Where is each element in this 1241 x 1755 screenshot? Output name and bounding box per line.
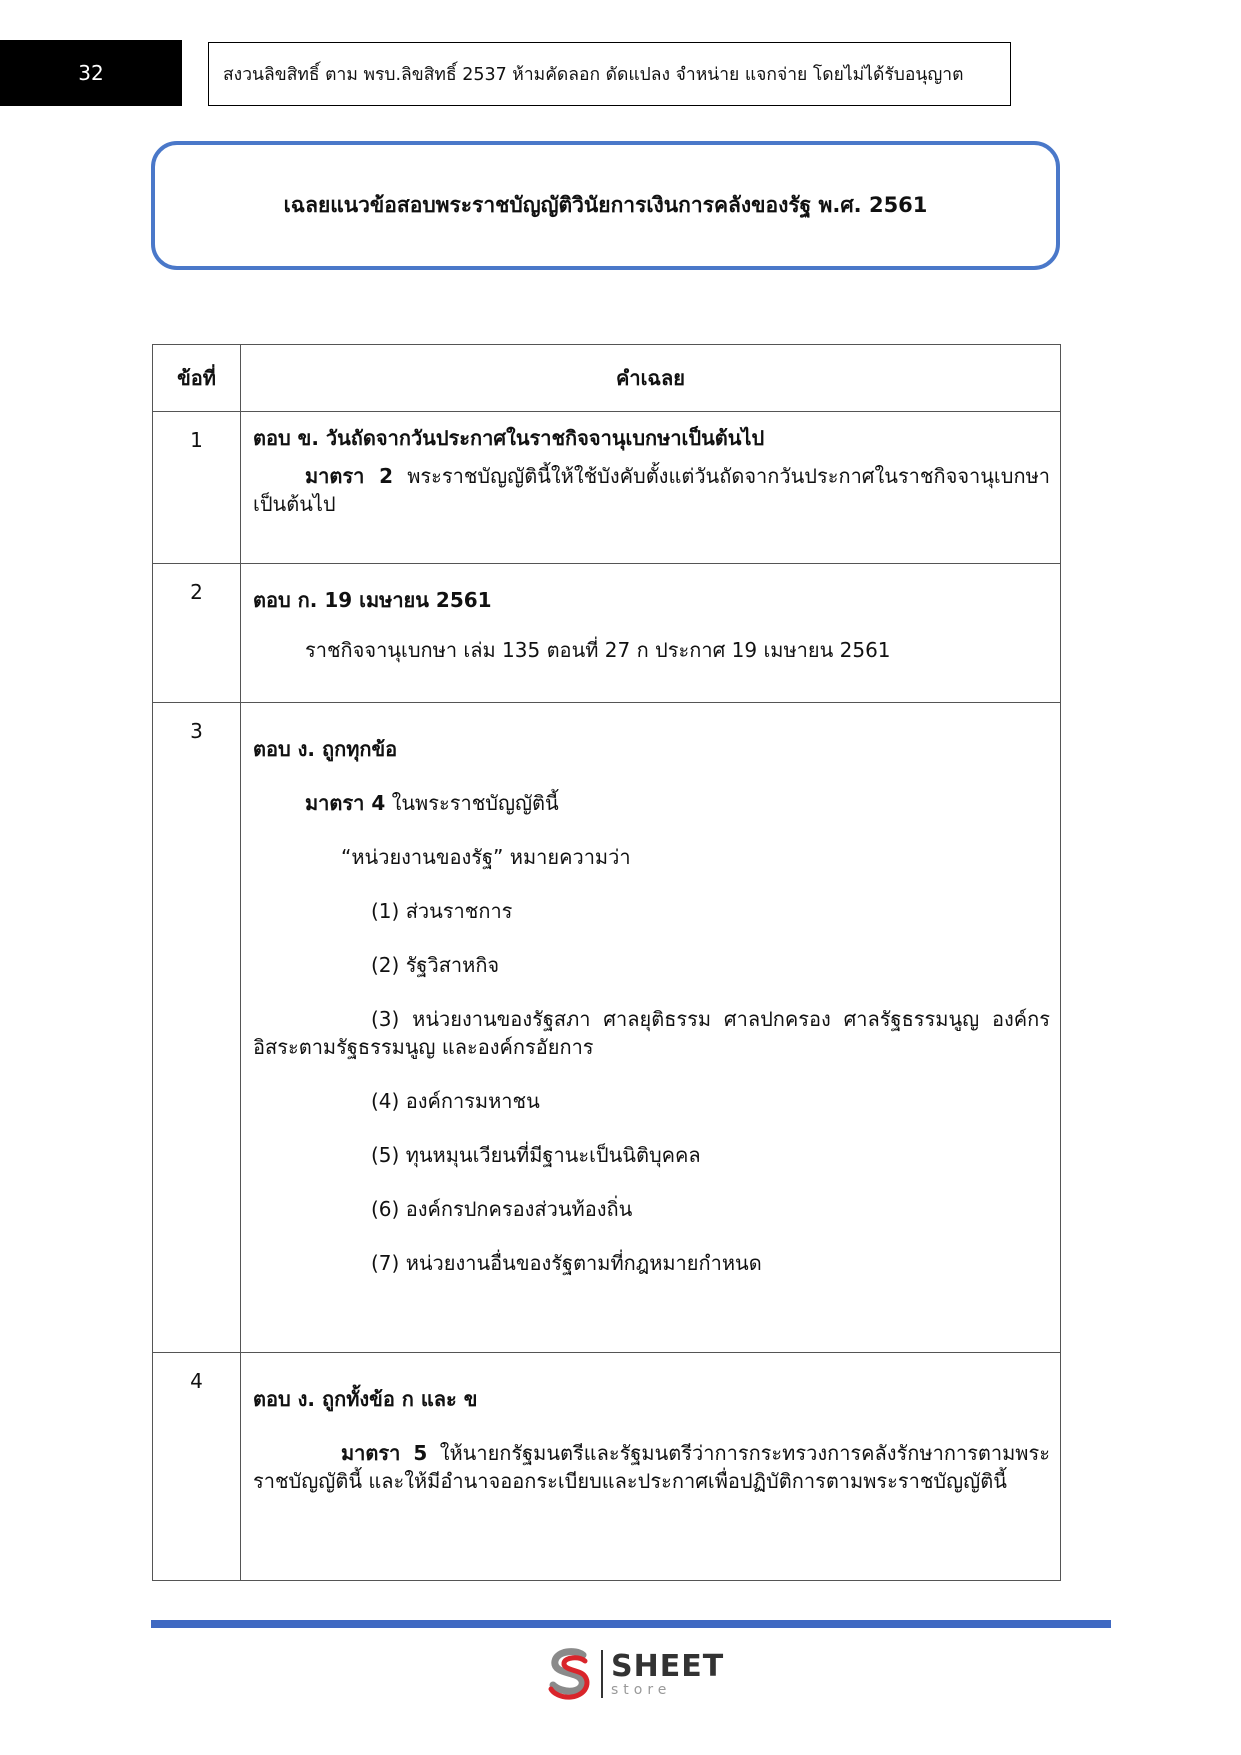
title-box: [151, 141, 1060, 270]
copyright-notice: [208, 42, 1011, 106]
logo-text: [611, 1648, 725, 1698]
question-number: 1: [153, 412, 241, 564]
table-row: [153, 1353, 1061, 1581]
section-ref: มาตรา 5: [341, 1441, 428, 1465]
answer-cell: [241, 564, 1061, 703]
answer-cell: [241, 412, 1061, 564]
definition-line: “หน่วยงานของรัฐ” หมายความว่า: [341, 845, 631, 869]
table-row: [153, 703, 1061, 1353]
explanation: [253, 1439, 1050, 1495]
answer-cell: [241, 1353, 1061, 1581]
logo-sheet-text: SHEET: [611, 1648, 725, 1684]
section-ref: มาตรา 2: [305, 464, 394, 488]
answer-table: [152, 344, 1061, 1581]
page-number: 32: [78, 61, 104, 85]
question-number: 2: [153, 564, 241, 703]
answer-choice: ตอบ ก. 19 เมษายน 2561: [253, 588, 492, 612]
list-item: (7) หน่วยงานอื่นของรัฐตามที่กฎหมายกำหนด: [371, 1251, 762, 1275]
question-number: 4: [153, 1353, 241, 1581]
list-item: (5) ทุนหมุนเวียนที่มีฐานะเป็นนิติบุคคล: [371, 1143, 701, 1167]
table-header-row: [153, 345, 1061, 412]
explanation-text: ให้นายกรัฐมนตรีและรัฐมนตรีว่าการกระทรวงการคลังรักษาการตามพระราชบัญญัตินี้ และให้มีอำนาจออกระเบียบและประกาศเพื่อปฏิบัติการตามพระราชบัญญัตินี้: [253, 1441, 1050, 1493]
header-answer: คำเฉลย: [241, 345, 1061, 412]
logo-store-text: store: [611, 1681, 672, 1698]
answer-choice: ตอบ ง. ถูกทุกข้อ: [253, 737, 398, 761]
section-ref: มาตรา 4: [305, 791, 386, 815]
list-item: (2) รัฐวิสาหกิจ: [371, 953, 500, 977]
list-item: (3) หน่วยงานของรัฐสภา ศาลยุติธรรม ศาลปกครอง ศาลรัฐธรรมนูญ องค์กรอิสระตามรัฐธรรมนูญ และองค์กรอัยการ: [253, 1007, 1050, 1059]
answer-choice: ตอบ ง. ถูกทั้งข้อ ก และ ข: [253, 1387, 478, 1411]
list-item: (1) ส่วนราชการ: [371, 899, 513, 923]
page-title: เฉลยแนวข้อสอบพระราชบัญญัติวินัยการเงินการคลังของรัฐ พ.ศ. 2561: [283, 193, 928, 217]
list-item: (6) องค์กรปกครองส่วนท้องถิ่น: [371, 1197, 633, 1221]
table-row: [153, 564, 1061, 703]
explanation: [253, 462, 1050, 518]
explanation-text: ราชกิจจานุเบกษา เล่ม 135 ตอนที่ 27 ก ประกาศ 19 เมษายน 2561: [305, 638, 891, 662]
footer-bar: [151, 1620, 1111, 1628]
header-question-number: ข้อที่: [153, 345, 241, 412]
copyright-text: สงวนลิขสิทธิ์ ตาม พรบ.ลิขสิทธิ์ 2537 ห้ามคัดลอก ดัดแปลง จำหน่าย แจกจ่าย โดยไม่ได้รับอนุญาต: [223, 65, 964, 85]
section-text: ในพระราชบัญญัตินี้: [385, 791, 559, 815]
explanation-text: พระราชบัญญัตินี้ให้ใช้บังคับตั้งแต่วันถัดจากวันประกาศในราชกิจจานุเบกษาเป็นต้นไป: [253, 464, 1050, 516]
logo-separator: [601, 1650, 603, 1698]
table-row: [153, 412, 1061, 564]
list-item: (4) องค์การมหาชน: [371, 1089, 540, 1113]
page-number-box: [0, 40, 182, 106]
section-line: [253, 789, 1050, 817]
sheet-store-logo: [545, 1645, 745, 1703]
question-number: 3: [153, 703, 241, 1353]
answer-cell: [241, 703, 1061, 1353]
sheet-store-logo-icon: [545, 1645, 597, 1703]
answer-choice: ตอบ ข. วันถัดจากวันประกาศในราชกิจจานุเบกษาเป็นต้นไป: [253, 426, 765, 450]
